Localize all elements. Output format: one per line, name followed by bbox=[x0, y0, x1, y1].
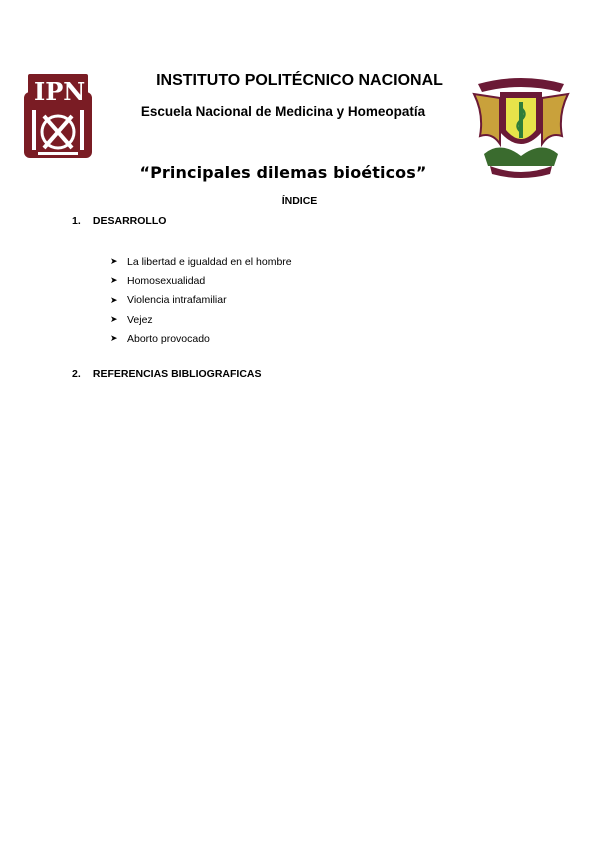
arrowhead-icon: ➤ bbox=[110, 275, 118, 286]
institution-name: INSTITUTO POLITÉCNICO NACIONAL bbox=[156, 72, 443, 89]
list-item-label: Aborto provocado bbox=[127, 332, 210, 345]
section-label: DESARROLLO bbox=[92, 215, 167, 227]
section-number: 2. bbox=[72, 368, 81, 380]
list-item bbox=[110, 291, 292, 310]
section-number: 1. bbox=[72, 215, 81, 227]
arrowhead-icon: ➤ bbox=[110, 314, 118, 325]
list-item bbox=[110, 329, 292, 348]
svg-text:IPN: IPN bbox=[34, 77, 86, 106]
desarrollo-list bbox=[110, 252, 292, 348]
section-label: REFERENCIAS BIBLIOGRAFICAS bbox=[92, 368, 262, 380]
list-item-label: Violencia intrafamiliar bbox=[127, 294, 227, 307]
list-item-label: Homosexualidad bbox=[127, 274, 206, 287]
list-item-label: Vejez bbox=[127, 313, 153, 326]
section-desarrollo bbox=[72, 215, 166, 227]
list-item bbox=[110, 310, 292, 329]
list-item-label: La libertad e igualdad en el hombre bbox=[127, 255, 292, 268]
arrowhead-icon: ➤ bbox=[110, 333, 118, 344]
arrowhead-icon: ➤ bbox=[110, 294, 118, 305]
document-title: “Principales dilemas bioéticos” bbox=[139, 163, 427, 182]
list-item bbox=[110, 271, 292, 290]
section-referencias bbox=[72, 368, 262, 380]
index-heading: ÍNDICE bbox=[281, 195, 318, 207]
school-name: Escuela Nacional de Medicina y Homeopatía bbox=[140, 104, 426, 119]
list-item bbox=[110, 252, 292, 271]
arrowhead-icon: ➤ bbox=[110, 256, 118, 267]
